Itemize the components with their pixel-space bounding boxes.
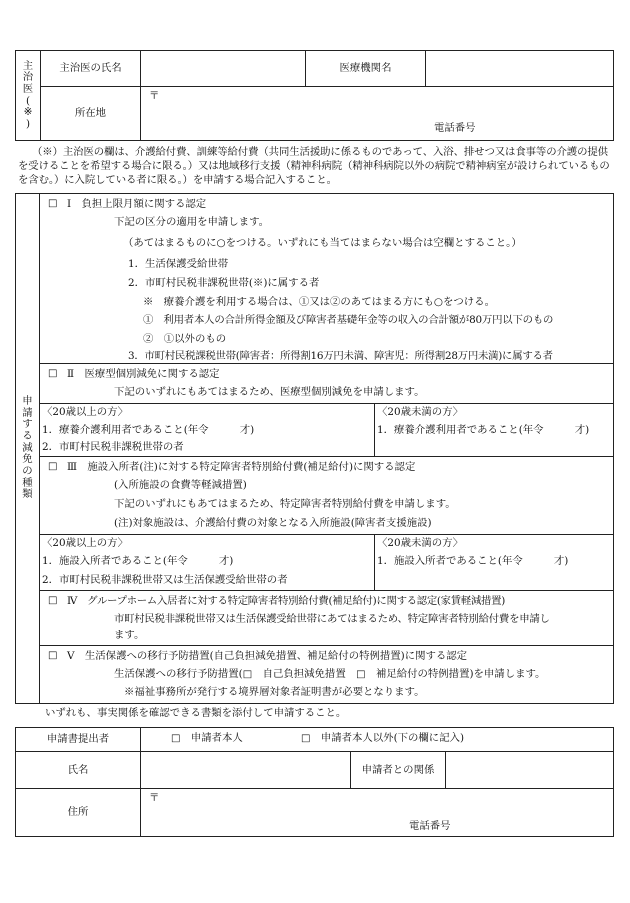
submitter-self-checkbox[interactable]: □ [171,733,181,744]
submitter-phone-label: 電話番号 [409,820,451,832]
doctor-note: （※）主治医の欄は、介護給付費、訓練等給付費（共同生活援助に係るものであって、入浴、排せつ又は食事等の介護の提供を受けることを希望する場合に限る。）又は地域移行支援（精神科病院（精神科病院以外の病院で精神病室が設けられているものを含む。）に入院している者に限る。）を申請する場合記入すること。 [18,146,610,186]
section-2-adult-header: 〈20歳以上の方〉 [42,406,128,418]
section-5 [40,646,614,704]
section-2 [40,364,614,404]
section-3-adult-item2: 2．市町村民税非課税世帯又は生活保護受給世帯の者 [42,574,288,586]
side-label-char: す [22,418,33,431]
submitter-options [141,728,614,752]
section-2-title: Ⅱ 医療型個別減免に関する認定 [67,368,220,380]
section-3-adult-item1: 1．施設入所者であること(年令 才) [42,555,234,567]
section-3-line1: (入所施設の食費等軽減措置) [114,479,247,491]
side-label-char: 免 [22,453,33,466]
section-4-checkbox[interactable]: □ [48,595,58,606]
doctor-address-field[interactable] [141,87,614,141]
submitter-table [15,727,614,837]
relation-field[interactable] [446,752,614,789]
section-4-title: Ⅳ グループホーム入居者に対する特定障害者特別給付費(補足給付)に関する認定(家賃軽減措置) [67,595,505,607]
side-label-char: 申 [22,395,33,408]
self-pay-checkbox[interactable]: □ [242,669,253,680]
section-2-child-header: 〈20歳未満の方〉 [377,406,463,418]
section-3 [40,457,614,535]
section-3-child [375,535,614,591]
submitter-name-field[interactable] [141,752,351,789]
reduction-side-label [16,194,40,704]
section-5-checkbox[interactable]: □ [48,650,58,661]
section-1-checkbox[interactable]: □ [48,198,58,209]
section-1-note: ※ 療養介護を利用する場合は、①又は②のあてはまる方にも○をつける。 [143,296,495,308]
section-3-adult-header: 〈20歳以上の方〉 [42,537,128,549]
doctor-table [15,50,614,141]
side-label-char: の [22,464,33,477]
section-4-line1: 市町村民税非課税世帯又は生活保護受給世帯にあてはまるため、特定障害者特別給付費を申請し [114,613,550,625]
side-label-char: ※ [23,106,33,119]
section-1 [40,194,614,364]
institution-field[interactable] [426,51,614,87]
submitter-address-field[interactable] [141,789,614,837]
section-3-title: Ⅲ 施設入所者(注)に対する特定障害者特別給付費(補足給付)に関する認定 [67,461,416,473]
postal-mark: 〒 [149,90,160,102]
side-label-char: ( [25,94,31,107]
section-3-line2: 下記のいずれにもあてはまるため、特定障害者特別給付費を申請します。 [114,498,456,510]
side-label-char: 減 [22,441,33,454]
side-label-char: 類 [22,488,33,501]
doctor-phone-label: 電話番号 [434,122,476,134]
doctor-name-field[interactable] [141,51,306,87]
section-1-sub1: ① 利用者本人の合計所得金額及び障害者基礎年金等の収入の合計額が80万円以下のもの [143,314,554,326]
section-1-sub2: ② ①以外のもの [143,333,227,345]
section-2-child [375,404,614,457]
submitter-postal-mark: 〒 [149,792,160,804]
submitter-option-other[interactable]: □ 申請者本人以外(下の欄に記入) [301,732,465,744]
institution-label: 医療機関名 [306,51,426,87]
supplement-special-checkbox[interactable]: □ [356,669,366,680]
section-1-line2: （あてはまるものに○をつける。いずれにも当てはまらない場合は空欄とすること。） [123,237,522,249]
section-5-line1: 生活保護への移行予防措置(□ 自己負担減免措置 □ 補足給付の特例措置)を申請します。 [114,668,546,680]
section-1-item1: 1．生活保護受給世帯 [128,258,229,270]
side-label-char: 主 [22,59,34,72]
doctor-side-label [16,51,41,141]
section-4-line2: ます。 [114,629,145,641]
section-2-child-item1: 1．療養介護利用者であること(年令 才) [377,424,590,436]
submitter-name-label: 氏名 [16,752,141,789]
section-3-checkbox[interactable]: □ [48,461,58,472]
side-label-char: 種 [22,476,33,489]
section-2-adult [40,404,375,457]
submitter-label: 申請書提出者 [16,728,141,752]
side-label-char: 治 [22,71,34,84]
submitter-other-checkbox[interactable]: □ [301,733,311,744]
doctor-address-label: 所在地 [41,87,141,141]
doctor-name-label: 主治医の氏名 [41,51,141,87]
section-5-title: Ⅴ 生活保護への移行予防措置(自己負担減免措置、補足給付の特例措置)に関する認定 [67,650,468,662]
section-2-adult-item2: 2．市町村民税非課税世帯の者 [42,441,184,453]
section-1-item3: 3．市町村民税課税世帯(障害者：所得割16万円未満、障害児：所得割28万円未満)に属する者 [128,350,553,362]
section-2-checkbox[interactable]: □ [48,368,58,379]
section-3-child-item1: 1．施設入所者であること(年令 才) [377,555,569,567]
section-2-adult-item1: 1．療養介護利用者であること(年令 才) [42,424,255,436]
relation-label: 申請者との関係 [351,752,446,789]
submitter-address-label: 住所 [16,789,141,837]
section-1-title: Ⅰ 負担上限月額に関する認定 [67,198,207,210]
section-3-adult [40,535,375,591]
section-2-line1: 下記のいずれにもあてはまるため、医療型個別減免を申請します。 [114,386,425,398]
side-label-char: 請 [22,406,33,419]
section-3-line3: (注)対象施設は、介護給付費の対象となる入所施設(障害者支援施設) [114,517,432,529]
reduction-table [15,193,614,704]
attach-note: いずれも、事実関係を確認できる書類を添付して申請すること。 [45,707,347,719]
section-4 [40,591,614,646]
section-3-child-header: 〈20歳未満の方〉 [377,537,463,549]
side-label-char: 医 [22,82,34,95]
section-1-line1: 下記の区分の適用を申請します。 [114,216,270,228]
side-label-char: ) [25,117,31,130]
section-5-line2: ※福祉事務所が発行する境界層対象者証明書が必要となります。 [124,686,425,698]
submitter-option-self[interactable]: □ 申請者本人 [171,732,243,744]
section-1-item2: 2．市町村民税非課税世帯(※)に属する者 [128,277,320,289]
side-label-char: る [22,430,33,443]
